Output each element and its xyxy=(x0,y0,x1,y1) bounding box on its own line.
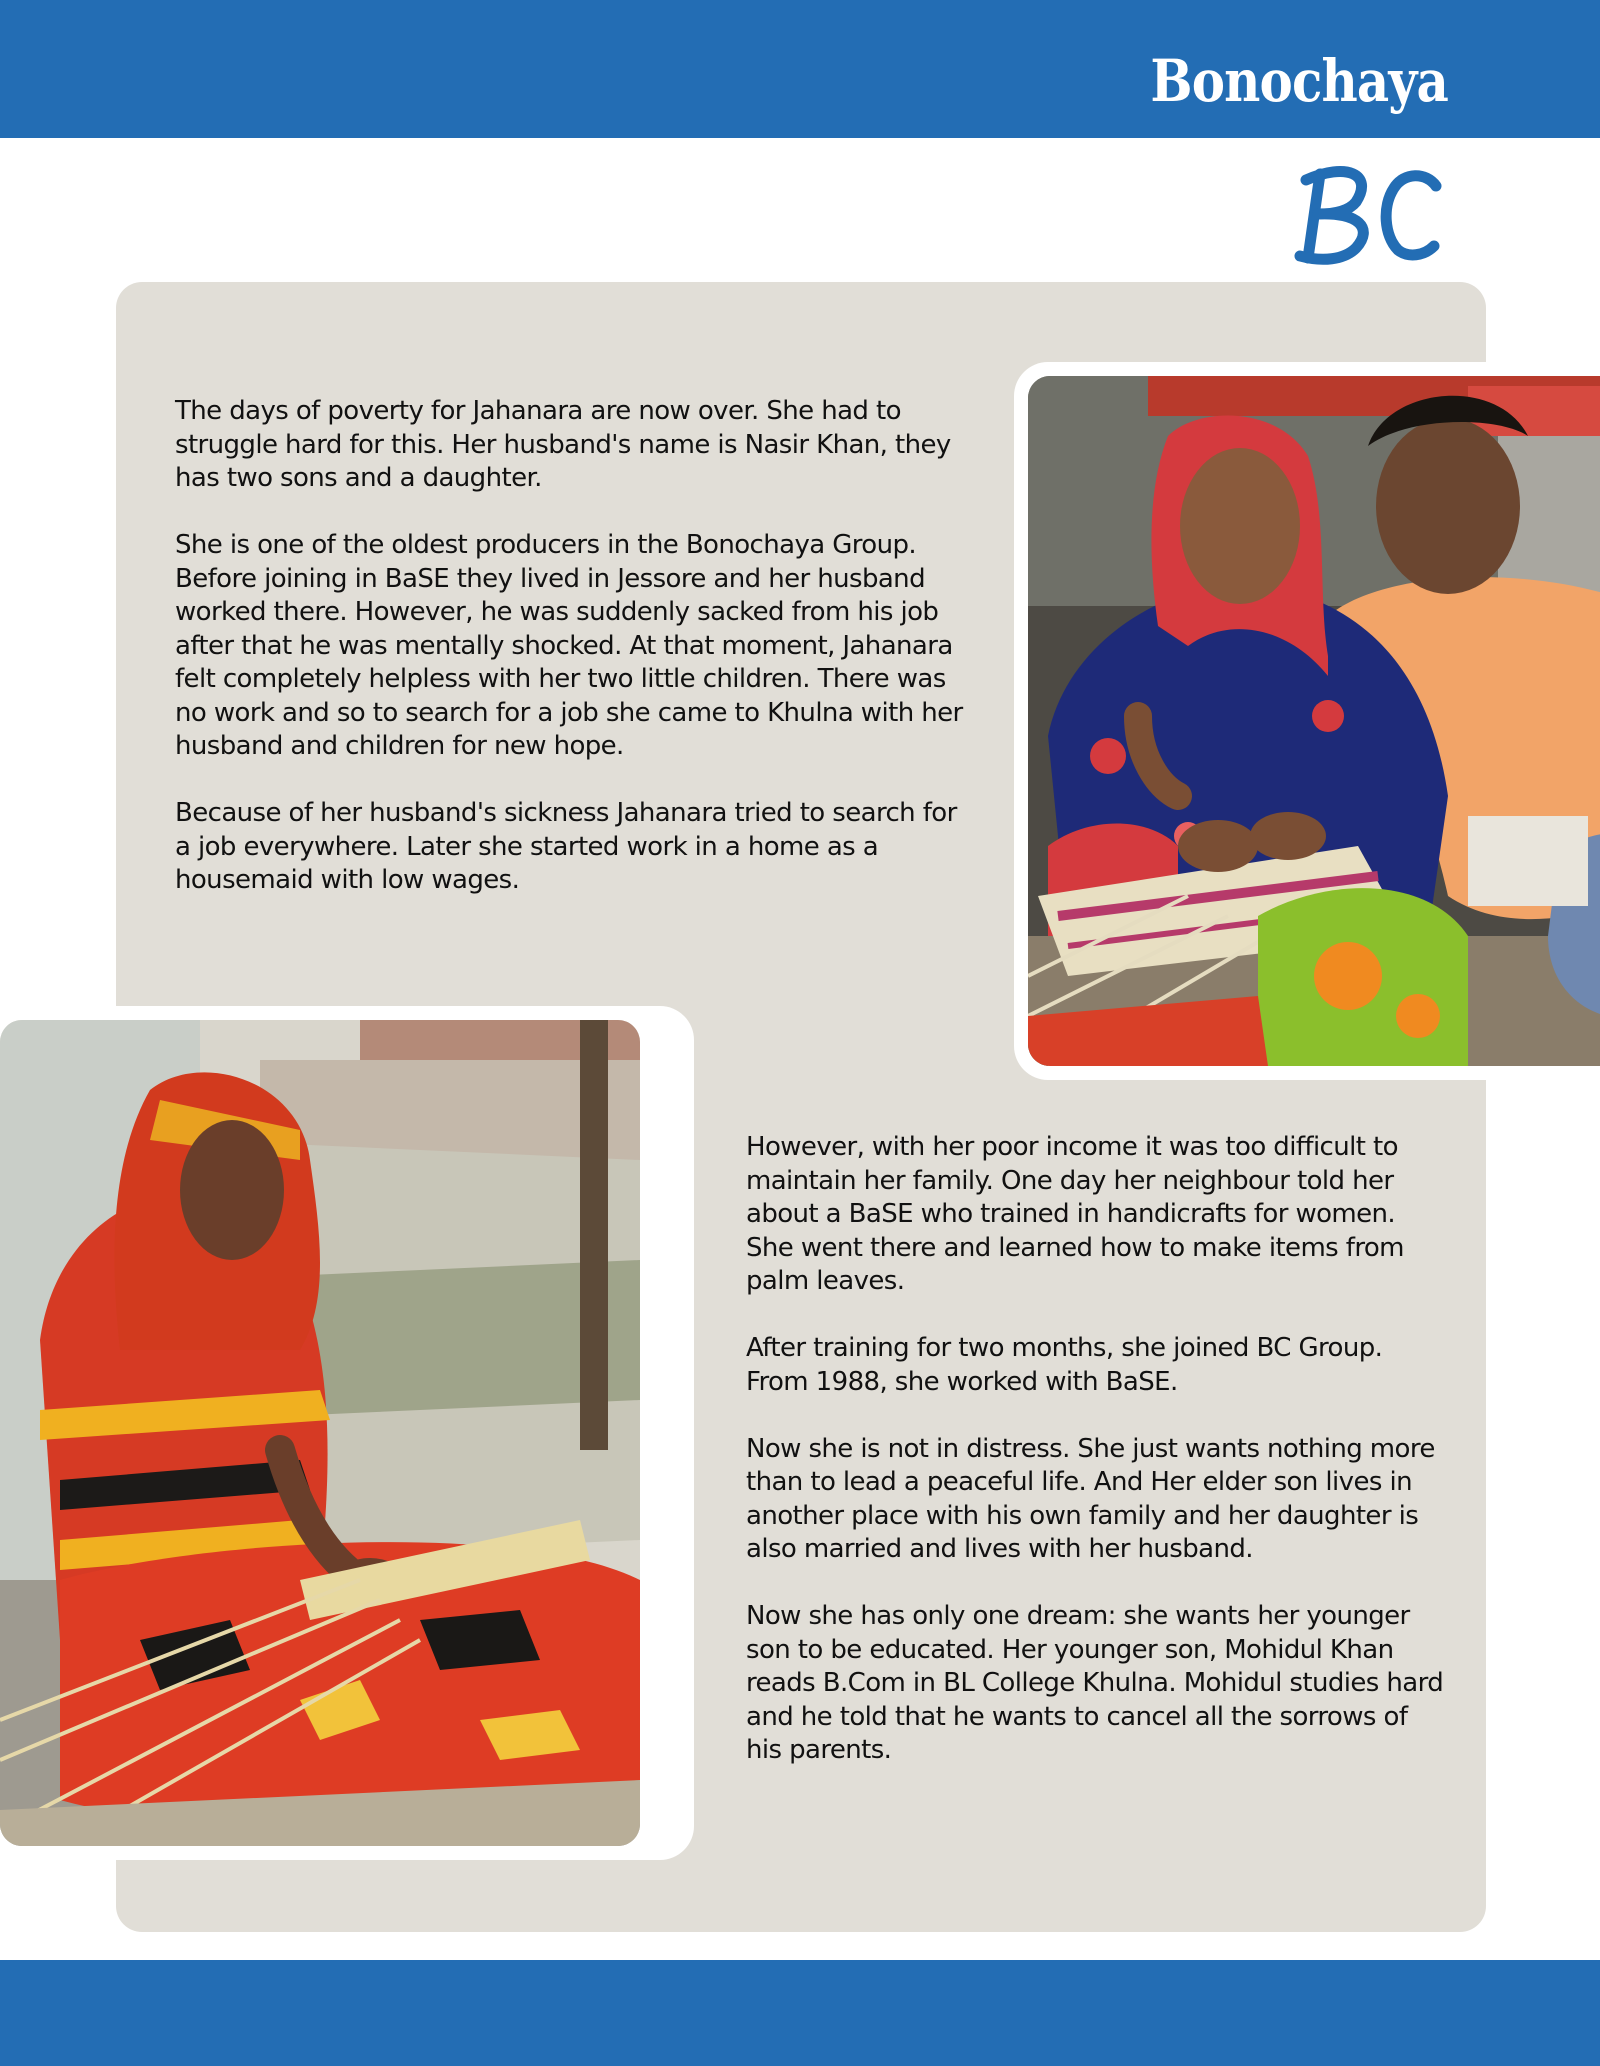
story-paragraph: Because of her husband's sickness Jahanara tried to search for a job everywhere. Later she started work in a home as a housemaid with low wages. xyxy=(175,798,957,895)
story-paragraph: However, with her poor income it was too difficult to maintain her family. One day her neighbour told her about a BaSE who trained in handicrafts for women. She went there and learned how to make items from palm leaves. xyxy=(746,1132,1404,1296)
story-paragraph: Now she has only one dream: she wants her younger son to be educated. Her younger son, Mohidul Khan reads B.Com in BL College Khulna. Mohidul studies hard and he told that he wants to cancel all the sorrows of his parents. xyxy=(746,1601,1444,1765)
photo-woman-weaving-palm-leaves xyxy=(0,1020,640,1846)
story-column-left xyxy=(175,395,975,931)
story-paragraph: Now she is not in distress. She just wants nothing more than to lead a peaceful life. And Her elder son lives in another place with his own family and her daughter is also married and lives with her husband. xyxy=(746,1433,1435,1564)
photo-frame-woman-weaving xyxy=(0,1006,694,1860)
brand-title: Bonochaya xyxy=(1150,47,1448,115)
bc-logo xyxy=(1286,158,1446,270)
photo-frame-mother-and-son xyxy=(1014,362,1600,1080)
story-paragraph: She is one of the oldest producers in the Bonochaya Group. Before joining in BaSE they lived in Jessore and her husband worked there. However, he was suddenly sacked from his job after that he was mentally shocked. At that moment, Jahanara felt completely helpless with her two little children. There was no work and so to search for a job she came to Khulna with her husband and children for new hope. xyxy=(175,530,963,761)
story-column-right xyxy=(746,1131,1446,1801)
footer-band xyxy=(0,1960,1600,2066)
story-paragraph: The days of poverty for Jahanara are now over. She had to struggle hard for this. Her husband's name is Nasir Khan, they has two sons and a daughter. xyxy=(175,396,951,493)
header-band xyxy=(0,0,1600,138)
photo-mother-and-son-weaving xyxy=(1028,376,1600,1066)
story-paragraph: After training for two months, she joined BC Group. From 1988, she worked with BaSE. xyxy=(746,1333,1383,1397)
